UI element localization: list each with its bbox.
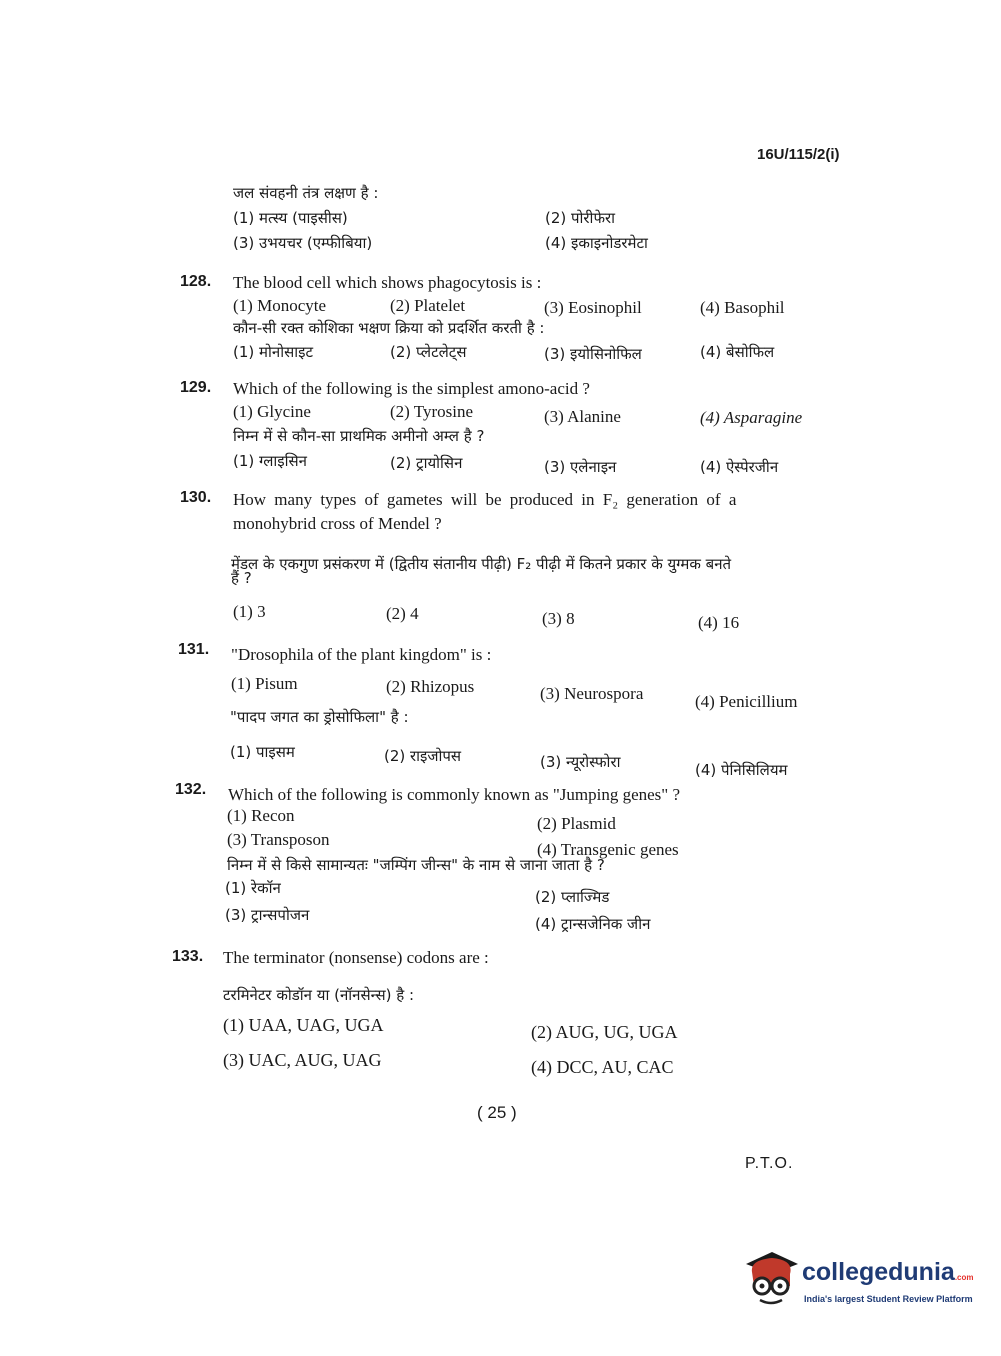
question-130-text-line2: monohybrid cross of Mendel ? bbox=[233, 514, 442, 533]
question-132-hindi-text: निम्न में से किसे सामान्यतः "जम्पिंग जीन्स" के नाम से जाना जाता है ? bbox=[227, 856, 605, 874]
q131-option-1: (1) Pisum bbox=[231, 674, 298, 693]
q132-hindi-option-3: (3) ट्रान्सपोजन bbox=[225, 906, 310, 924]
question-133-hindi-text: टरमिनेटर कोडॉन या (नॉनसेन्स) है : bbox=[223, 986, 415, 1004]
q128-option-1: (1) Monocyte bbox=[233, 296, 327, 315]
question-130-hindi-line2: हैं ? bbox=[231, 569, 252, 587]
q129-hindi-option-1: (1) ग्लाइसिन bbox=[233, 452, 308, 470]
q128-hindi-option-4: (4) बेसोफिल bbox=[700, 343, 775, 361]
q131-hindi-option-4: (4) पेनिसिलियम bbox=[695, 761, 788, 779]
question-130-hindi-line1: मेंडल के एकगुण प्रसंकरण में (द्वितीय संतानीय पीढ़ी) F₂ पीढ़ी में कितने प्रकार के युग्मक बनते bbox=[231, 555, 732, 573]
brand-tagline: India's largest Student Review Platform bbox=[804, 1294, 973, 1304]
q132-option-1: (1) Recon bbox=[227, 806, 295, 825]
question-number-132: 132. bbox=[175, 781, 207, 798]
pto-label: P.T.O. bbox=[745, 1155, 794, 1172]
question-128-text: The blood cell which shows phagocytosis is : bbox=[233, 273, 542, 292]
brand-name: collegedunia bbox=[802, 1258, 955, 1286]
q129-option-2: (2) Tyrosine bbox=[390, 402, 474, 421]
q130-option-3: (3) 8 bbox=[542, 609, 575, 628]
q130-option-4: (4) 16 bbox=[698, 613, 740, 632]
q128-hindi-option-1: (1) मोनोसाइट bbox=[233, 343, 314, 361]
q131-hindi-option-3: (3) न्यूरोस्फोरा bbox=[540, 753, 621, 771]
q128-option-2: (2) Platelet bbox=[390, 296, 466, 315]
q129-hindi-option-3: (3) एलेनाइन bbox=[544, 458, 617, 476]
q131-hindi-option-1: (1) पाइसम bbox=[230, 743, 295, 761]
q131-option-4: (4) Penicillium bbox=[695, 692, 798, 711]
q131-hindi-option-2: (2) राइजोपस bbox=[384, 747, 462, 765]
prev-option-4: (4) इकाइनोडरमेटा bbox=[545, 234, 648, 252]
question-130-text-line1: How many types of gametes will be produced in F₂ generation of a bbox=[233, 490, 737, 509]
q132-hindi-option-2: (2) प्लाज्मिड bbox=[535, 888, 610, 906]
question-number-129: 129. bbox=[180, 379, 212, 396]
q132-option-4: (4) Transgenic genes bbox=[537, 840, 679, 859]
q132-option-3: (3) Transposon bbox=[227, 830, 330, 849]
q132-option-2: (2) Plasmid bbox=[537, 814, 616, 833]
q131-option-3: (3) Neurospora bbox=[540, 684, 644, 703]
q133-option-2: (2) AUG, UG, UGA bbox=[531, 1022, 678, 1042]
question-131-text: "Drosophila of the plant kingdom" is : bbox=[231, 645, 492, 664]
q130-option-2: (2) 4 bbox=[386, 604, 419, 623]
q128-option-3: (3) Eosinophil bbox=[544, 298, 642, 317]
question-129-hindi-text: निम्न में से कौन-सा प्राथमिक अमीनो अम्ल है ? bbox=[233, 427, 485, 445]
page-number: ( 25 ) bbox=[477, 1103, 517, 1122]
q129-option-4: (4) Asparagine bbox=[700, 408, 803, 427]
q129-hindi-option-2: (2) ट्रायोसिन bbox=[390, 454, 463, 472]
q133-option-3: (3) UAC, AUG, UAG bbox=[223, 1050, 382, 1070]
prev-option-2: (2) पोरीफेरा bbox=[545, 209, 616, 227]
q132-hindi-option-4: (4) ट्रान्सजेनिक जीन bbox=[535, 915, 651, 933]
brand-suffix: .com bbox=[954, 1273, 974, 1282]
question-number-133: 133. bbox=[172, 948, 204, 965]
q129-option-1: (1) Glycine bbox=[233, 402, 311, 421]
question-number-130: 130. bbox=[180, 489, 212, 506]
q129-hindi-option-4: (4) ऐस्पेरजीन bbox=[700, 458, 779, 476]
question-131-hindi-text: "पादप जगत का ड्रोसोफिला" है : bbox=[230, 708, 409, 726]
question-number-131: 131. bbox=[178, 641, 210, 658]
q130-option-1: (1) 3 bbox=[233, 602, 266, 621]
q132-hindi-option-1: (1) रेकॉन bbox=[225, 879, 281, 897]
q133-option-4: (4) DCC, AU, CAC bbox=[531, 1057, 674, 1077]
q128-hindi-option-2: (2) प्लेटलेट्स bbox=[390, 343, 467, 361]
question-132-text: Which of the following is commonly known as "Jumping genes" ? bbox=[228, 785, 681, 804]
q133-option-1: (1) UAA, UAG, UGA bbox=[223, 1015, 384, 1035]
mascot-icon bbox=[742, 1250, 800, 1310]
question-number-128: 128. bbox=[180, 273, 212, 290]
prev-option-1: (1) मत्स्य (पाइसीस) bbox=[233, 209, 348, 227]
question-129-text: Which of the following is the simplest amono-acid ? bbox=[233, 379, 590, 398]
q131-option-2: (2) Rhizopus bbox=[386, 677, 475, 696]
q128-hindi-option-3: (3) इयोसिनोफिल bbox=[544, 345, 642, 363]
prev-question-hindi-text: जल संवहनी तंत्र लक्षण है : bbox=[233, 184, 379, 202]
collegedunia-logo bbox=[742, 1250, 972, 1312]
question-128-hindi-text: कौन-सी रक्त कोशिका भक्षण क्रिया को प्रदर्शित करती है : bbox=[233, 319, 545, 337]
q129-option-3: (3) Alanine bbox=[544, 407, 621, 426]
q128-option-4: (4) Basophil bbox=[700, 298, 785, 317]
prev-option-3: (3) उभयचर (एम्फीबिया) bbox=[233, 234, 373, 252]
paper-code: 16U/115/2(i) bbox=[757, 146, 840, 163]
question-133-text: The terminator (nonsense) codons are : bbox=[223, 948, 489, 967]
